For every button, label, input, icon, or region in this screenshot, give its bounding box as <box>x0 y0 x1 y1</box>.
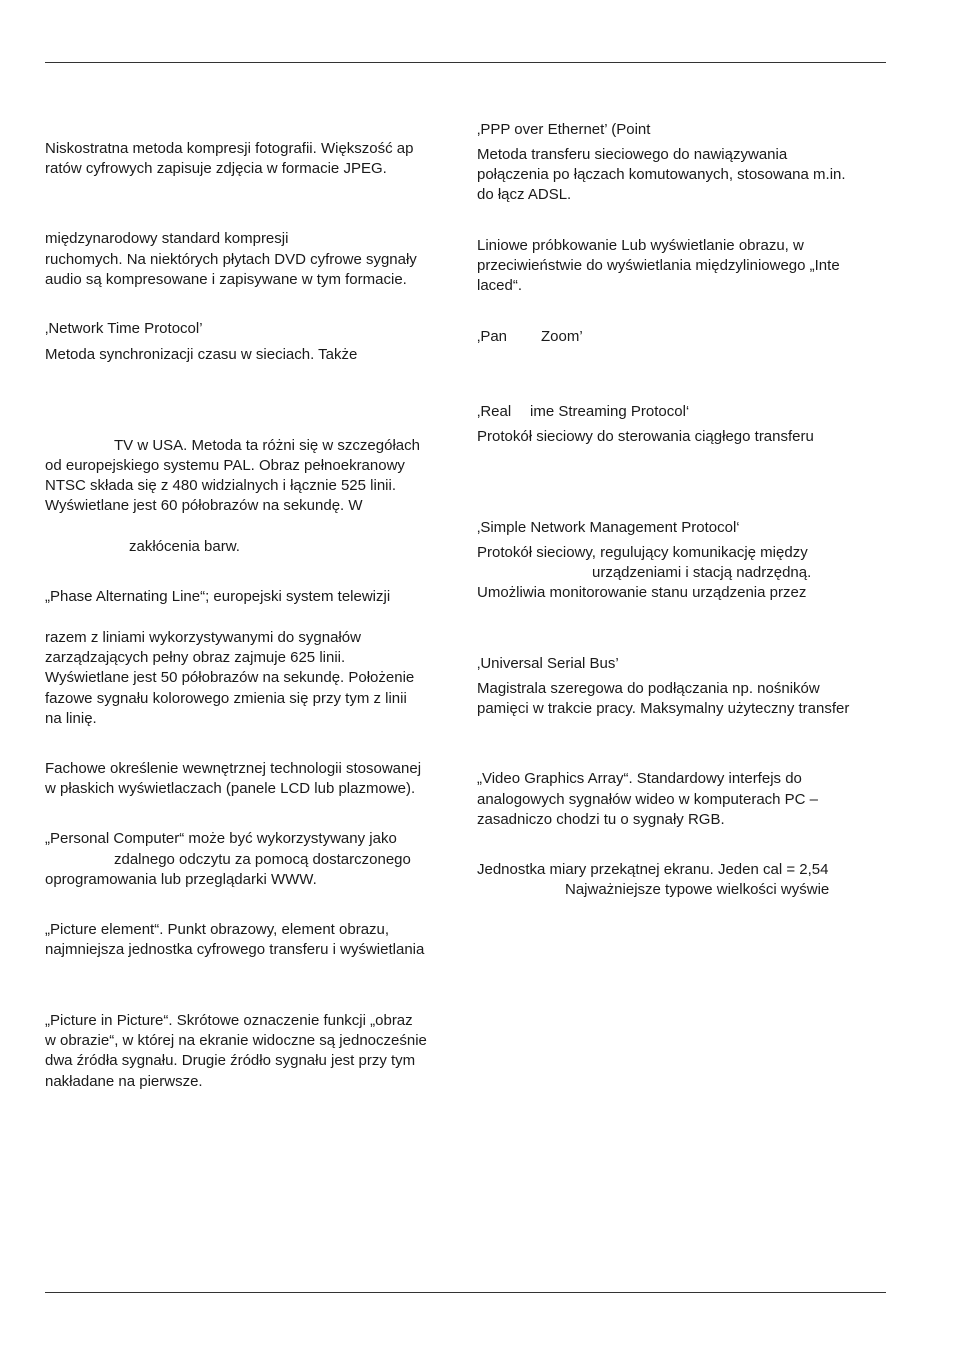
text-line: Metoda synchronizacji czasu w sieciach. Także <box>45 346 358 363</box>
header-rule <box>45 62 886 63</box>
text-line: Jednostka miary przekątnej ekranu. Jeden cal = 2,54 <box>477 861 829 878</box>
text-line: pamięci w trakcie pracy. Maksymalny użyteczny transfer <box>477 700 850 717</box>
text-line: na linię. <box>45 710 97 727</box>
text-line: Fachowe określenie wewnętrznej technologii stosowanej <box>45 760 422 777</box>
text-line: „Phase Alternating Line“; europejski system telewizji <box>45 588 391 605</box>
text-line: międzynarodowy standard kompresji <box>45 230 289 247</box>
text-line: urządzeniami i stacją nadrzędną. <box>592 564 812 581</box>
text-line: Magistrala szeregowa do podłączania np. nośników <box>477 680 820 697</box>
text-line: analogowych sygnałów wideo w komputerach PC – <box>477 791 819 808</box>
text-line: ‚Network Time Protocol’ <box>45 320 203 337</box>
text-line: ‚Simple Network Management Protocol‘ <box>477 519 740 536</box>
text-line: dwa źródła sygnału. Drugie źródło sygnału jest przy tym <box>45 1052 416 1069</box>
text-line: Protokół sieciowy, regulujący komunikację między <box>477 544 808 561</box>
text-line: ‚Real <box>477 403 512 420</box>
text-line: ‚Pan <box>477 328 508 345</box>
text-line: zarządzających pełny obraz zajmuje 625 linii. <box>45 649 346 666</box>
text-line: zdalnego odczytu za pomocą dostarczonego <box>114 851 411 868</box>
text-line: w płaskich wyświetlaczach (panele LCD lub plazmowe). <box>45 780 416 797</box>
text-line: ratów cyfrowych zapisuje zdjęcia w formacie JPEG. <box>45 160 387 177</box>
text-line: Metoda transferu sieciowego do nawiązywania <box>477 146 788 163</box>
text-line: do łącz ADSL. <box>477 186 572 203</box>
text-line: w obrazie“, w której na ekranie widoczne są jednocześnie <box>45 1032 427 1049</box>
text-line: laced“. <box>477 277 523 294</box>
text-line: Wyświetlane jest 60 półobrazów na sekundę. W <box>45 497 363 514</box>
text-line: połączenia po łączach komutowanych, stosowana m.in. <box>477 166 846 183</box>
text-line: Zoom’ <box>541 328 583 345</box>
text-line: ‚Universal Serial Bus’ <box>477 655 619 672</box>
footer-rule <box>45 1292 886 1293</box>
text-line: Umożliwia monitorowanie stanu urządzenia przez <box>477 584 807 601</box>
text-line: ‚PPP over Ethernet’ (Point <box>477 121 651 138</box>
text-line: Najważniejsze typowe wielkości wyświe <box>565 881 830 898</box>
text-line: „Picture in Picture“. Skrótowe oznaczenie funkcji „obraz <box>45 1012 413 1029</box>
text-line: NTSC składa się z 480 widzialnych i łącznie 525 linii. <box>45 477 396 494</box>
text-line: najmniejsza jednostka cyfrowego transferu i wyświetlania <box>45 941 425 958</box>
text-line: fazowe sygnału kolorowego zmienia się przy tym z linii <box>45 690 407 707</box>
text-line: zasadniczo chodzi tu o sygnały RGB. <box>477 811 725 828</box>
text-line: od europejskiego systemu PAL. Obraz pełnoekranowy <box>45 457 405 474</box>
text-line: Protokół sieciowy do sterowania ciągłego transferu <box>477 428 814 445</box>
text-line: ruchomych. Na niektórych płytach DVD cyfrowe sygnały <box>45 251 417 268</box>
text-line: Wyświetlane jest 50 półobrazów na sekundę. Położenie <box>45 669 415 686</box>
text-line: „Picture element“. Punkt obrazowy, element obrazu, <box>45 921 390 938</box>
text-line: TV w USA. Metoda ta różni się w szczegółach <box>114 437 420 454</box>
text-line: Niskostratna metoda kompresji fotografii. Większość ap <box>45 140 414 157</box>
text-line: nakładane na pierwsze. <box>45 1073 203 1090</box>
text-line: ime Streaming Protocol‘ <box>530 403 690 420</box>
text-line: przeciwieństwie do wyświetlania międzyliniowego „Inte <box>477 257 840 274</box>
text-line: oprogramowania lub przeglądarki WWW. <box>45 871 317 888</box>
text-line: Liniowe próbkowanie Lub wyświetlanie obrazu, w <box>477 237 804 254</box>
text-line: razem z liniami wykorzystywanymi do sygnałów <box>45 629 361 646</box>
text-line: zakłócenia barw. <box>129 538 240 555</box>
text-line: audio są kompresowane i zapisywane w tym formacie. <box>45 271 407 288</box>
text-line: „Personal Computer“ może być wykorzystywany jako <box>45 830 397 847</box>
text-line: „Video Graphics Array“. Standardowy interfejs do <box>477 770 802 787</box>
